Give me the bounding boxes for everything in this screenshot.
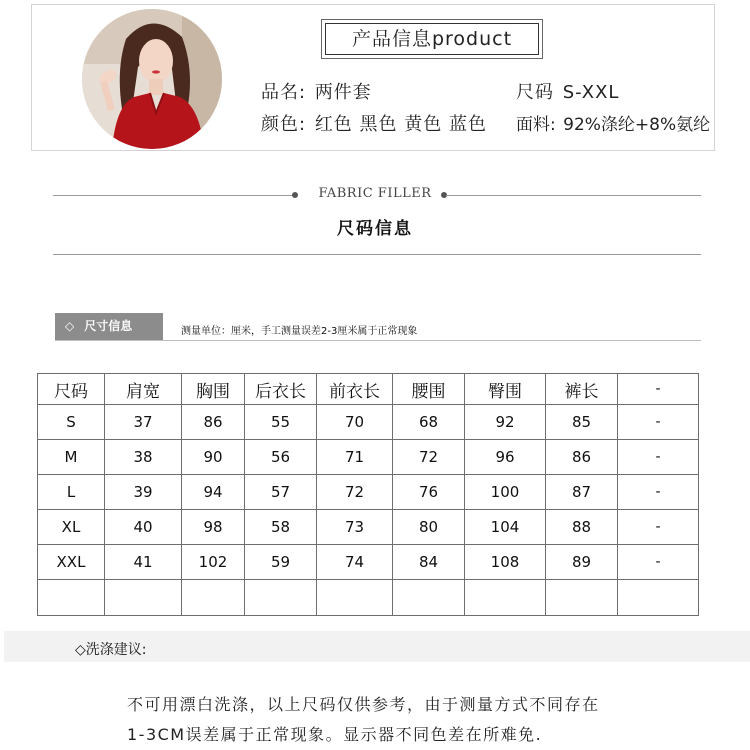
table-header-cell: 前衣长: [317, 374, 393, 405]
divider-line-right: [446, 195, 701, 196]
table-cell-empty: [546, 580, 618, 616]
table-cell: 88: [546, 510, 618, 545]
table-cell: 57: [245, 475, 317, 510]
table-cell: 40: [105, 510, 182, 545]
table-header-cell: 臀围: [465, 374, 546, 405]
table-cell: XXL: [38, 545, 105, 580]
table-cell-empty: [182, 580, 245, 616]
table-cell: 37: [105, 405, 182, 440]
table-header-cell: 裤长: [546, 374, 618, 405]
table-cell: 94: [182, 475, 245, 510]
product-size-value: S-XXL: [562, 82, 620, 103]
size-info-bar: [55, 313, 163, 340]
table-cell: 68: [393, 405, 465, 440]
product-name-label: 品名:: [261, 82, 307, 103]
table-cell: 58: [245, 510, 317, 545]
diamond-icon: ◇: [65, 319, 75, 333]
table-cell-empty: [245, 580, 317, 616]
table-header-row: [38, 374, 699, 405]
table-cell: XL: [38, 510, 105, 545]
table-cell-empty: [317, 580, 393, 616]
table-cell: 72: [393, 440, 465, 475]
table-cell: -: [618, 475, 699, 510]
table-cell: -: [618, 440, 699, 475]
product-fabric-value: 92%涤纶+8%氨纶: [563, 115, 711, 135]
product-info-title: 产品信息product: [325, 23, 539, 55]
table-cell: L: [38, 475, 105, 510]
table-header-cell: 后衣长: [245, 374, 317, 405]
washing-advice-title: ◇洗涤建议:: [75, 642, 147, 658]
size-bar-underline: [55, 340, 701, 341]
table-cell: 89: [546, 545, 618, 580]
divider-line-bottom: [53, 254, 701, 255]
product-size: [516, 78, 619, 104]
table-row: [38, 510, 699, 545]
table-row-empty: [38, 580, 699, 616]
product-name-value: 两件套: [314, 82, 372, 103]
table-cell-empty: [465, 580, 546, 616]
table-header-cell: -: [618, 374, 699, 405]
model-photo-illustration: [82, 9, 222, 149]
table-cell-empty: [38, 580, 105, 616]
table-cell: 55: [245, 405, 317, 440]
size-info-bar-label: 尺寸信息: [84, 319, 133, 333]
washing-advice-line-1: 不可用漂白洗涤，以上尺码仅供参考，由于测量方式不同存在: [127, 695, 600, 714]
table-cell: 86: [182, 405, 245, 440]
table-header-cell: 肩宽: [105, 374, 182, 405]
table-cell: 39: [105, 475, 182, 510]
table-cell-empty: [105, 580, 182, 616]
table-cell: -: [618, 510, 699, 545]
measurement-note: 测量单位：厘米，手工测量误差2-3厘米属于正常现象: [181, 326, 418, 337]
product-name: [261, 78, 372, 104]
table-cell: 73: [317, 510, 393, 545]
table-cell: 41: [105, 545, 182, 580]
table-cell: -: [618, 405, 699, 440]
product-info-card: [31, 4, 715, 151]
table-cell: 80: [393, 510, 465, 545]
table-cell: 70: [317, 405, 393, 440]
table-cell: 72: [317, 475, 393, 510]
product-color: [261, 110, 487, 136]
table-cell: -: [618, 545, 699, 580]
size-table: [37, 373, 699, 616]
table-cell: 38: [105, 440, 182, 475]
product-color-label: 颜色:: [261, 114, 307, 135]
table-cell: S: [38, 405, 105, 440]
table-cell: 98: [182, 510, 245, 545]
table-cell: 90: [182, 440, 245, 475]
table-header-cell: 尺码: [38, 374, 105, 405]
size-info-heading: 尺码信息: [337, 219, 413, 239]
product-fabric-label: 面料:: [516, 115, 556, 135]
model-photo: [82, 9, 222, 149]
table-cell: 74: [317, 545, 393, 580]
table-row: [38, 545, 699, 580]
table-row: [38, 440, 699, 475]
table-header-cell: 胸围: [182, 374, 245, 405]
table-cell: 59: [245, 545, 317, 580]
table-cell: 85: [546, 405, 618, 440]
product-size-label: 尺码: [516, 82, 554, 103]
table-cell: 71: [317, 440, 393, 475]
product-color-value: 红色 黑色 黄色 蓝色: [314, 114, 487, 135]
table-cell: 108: [465, 545, 546, 580]
washing-advice-line-2: 1-3CM误差属于正常现象。显示器不同色差在所难免.: [127, 725, 543, 744]
table-cell: 92: [465, 405, 546, 440]
fabric-filler-caption: FABRIC FILLER: [318, 186, 432, 201]
product-fabric: [516, 110, 710, 135]
table-cell: 104: [465, 510, 546, 545]
table-cell: 100: [465, 475, 546, 510]
table-cell: M: [38, 440, 105, 475]
table-row: [38, 475, 699, 510]
table-row: [38, 405, 699, 440]
table-cell: 96: [465, 440, 546, 475]
table-cell: 87: [546, 475, 618, 510]
table-cell: 86: [546, 440, 618, 475]
table-cell: 102: [182, 545, 245, 580]
table-cell: 56: [245, 440, 317, 475]
table-cell: 84: [393, 545, 465, 580]
table-cell-empty: [393, 580, 465, 616]
table-cell-empty: [618, 580, 699, 616]
table-cell: 76: [393, 475, 465, 510]
table-header-cell: 腰围: [393, 374, 465, 405]
